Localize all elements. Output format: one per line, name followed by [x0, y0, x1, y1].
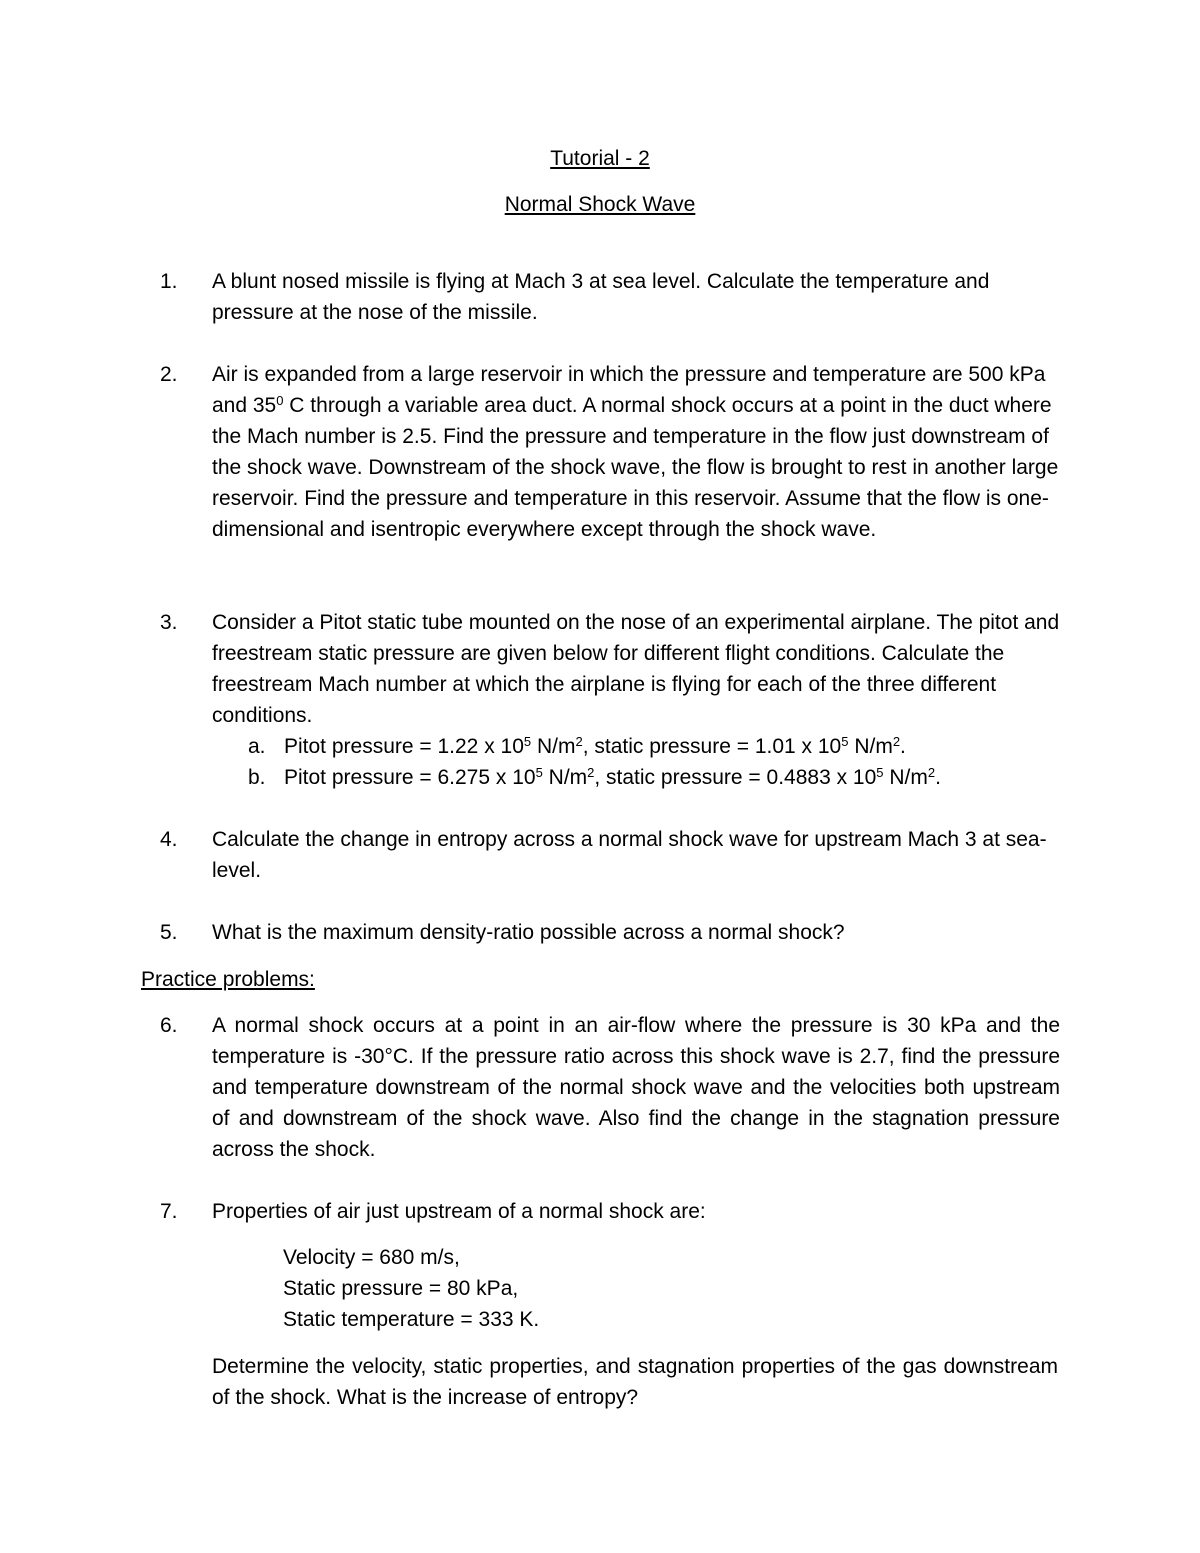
question-text-part: C through a variable area duct. A normal shock occurs at a point in the duct where the Mach number is 2.5. Find the pressure and temperature in the flow just downstream of the shock wave. Downstream of the shock wave, the flow is brought to rest in another large reservoir. Find the pressure and temperature in this reservoir. Assume that the flow is one-dimensional and isentropic everywhere except through the shock wave. [212, 394, 1059, 541]
question-number: 5. [160, 921, 178, 944]
sub-text: . [935, 766, 941, 789]
sub-question-a [248, 731, 1060, 762]
question-4 [160, 824, 1060, 886]
exponent: 5 [876, 765, 884, 780]
exponent: 2 [927, 765, 936, 780]
practice-problems-heading: Practice problems: [141, 968, 315, 991]
page-title: Tutorial - 2 [550, 147, 650, 170]
question-number: 7. [160, 1200, 178, 1223]
exponent: 2 [587, 765, 595, 780]
page-subtitle: Normal Shock Wave [504, 193, 696, 216]
exponent: 5 [523, 734, 532, 749]
sub-question-list [212, 731, 1060, 793]
question-text-part: Air is expanded from a large reservoir in which the pressure and temperature are 500 kPa and 35 [212, 363, 1046, 417]
question-7-task: Determine the velocity, static properties, and stagnation properties of the gas downstream of the shock. What is the increase of entropy? [212, 1355, 1058, 1409]
sub-question-label: a. [248, 735, 266, 758]
question-text: What is the maximum density-ratio possible across a normal shock? [212, 921, 845, 944]
question-text: Consider a Pitot static tube mounted on the nose of an experimental airplane. The pitot and freestream static pressure are given below for different flight conditions. Calculate the freestream Mach number at which the airplane is flying for each of the three different conditions. [212, 611, 1060, 727]
sub-text: N/m [848, 735, 893, 758]
exponent: 5 [841, 734, 849, 749]
question-number: 4. [160, 828, 178, 851]
question-7 [160, 1196, 1060, 1227]
given-velocity: Velocity = 680 m/s, [283, 1246, 460, 1269]
question-text: Properties of air just upstream of a normal shock are: [212, 1200, 706, 1223]
question-6 [160, 1010, 1060, 1165]
sub-text: N/m [883, 766, 928, 789]
question-2 [160, 359, 1060, 545]
question-3 [160, 607, 1060, 793]
question-5 [160, 917, 1060, 948]
sub-text: , static pressure = 0.4883 x 10 [594, 766, 877, 789]
question-number: 1. [160, 270, 178, 293]
question-text: A blunt nosed missile is flying at Mach 3 at sea level. Calculate the temperature and pressure at the nose of the missile. [212, 270, 990, 324]
sub-text: , static pressure = 1.01 x 10 [582, 735, 842, 758]
sub-text: N/m [531, 735, 576, 758]
sub-text: Pitot pressure = 1.22 x 10 [284, 735, 524, 758]
question-1 [160, 266, 1060, 328]
question-text: A normal shock occurs at a point in an air-flow where the pressure is 30 kPa and the temperature is -30°C. If the pressure ratio across this shock wave is 2.7, find the pressure and temperature downstream of the normal shock wave and the velocities both upstream of and downstream of the shock wave. Also find the change in the stagnation pressure across the shock. [212, 1014, 1060, 1161]
exponent: 2 [575, 734, 583, 749]
question-text [212, 359, 1060, 545]
exponent: 2 [892, 734, 901, 749]
sub-question-label: b. [248, 766, 266, 789]
degree-superscript: 0 [276, 393, 284, 408]
question-number: 3. [160, 611, 178, 634]
sub-text: N/m [542, 766, 588, 789]
sub-text: Pitot pressure = 6.275 x 10 [284, 766, 536, 789]
given-static-pressure: Static pressure = 80 kPa, [283, 1277, 519, 1300]
question-number: 6. [160, 1014, 178, 1037]
exponent: 5 [535, 765, 543, 780]
given-values [283, 1242, 539, 1335]
sub-question-b [248, 762, 1060, 793]
sub-text: . [900, 735, 906, 758]
given-static-temperature: Static temperature = 333 K. [283, 1308, 540, 1331]
question-number: 2. [160, 363, 178, 386]
question-text: Calculate the change in entropy across a normal shock wave for upstream Mach 3 at sea-level. [212, 828, 1047, 882]
